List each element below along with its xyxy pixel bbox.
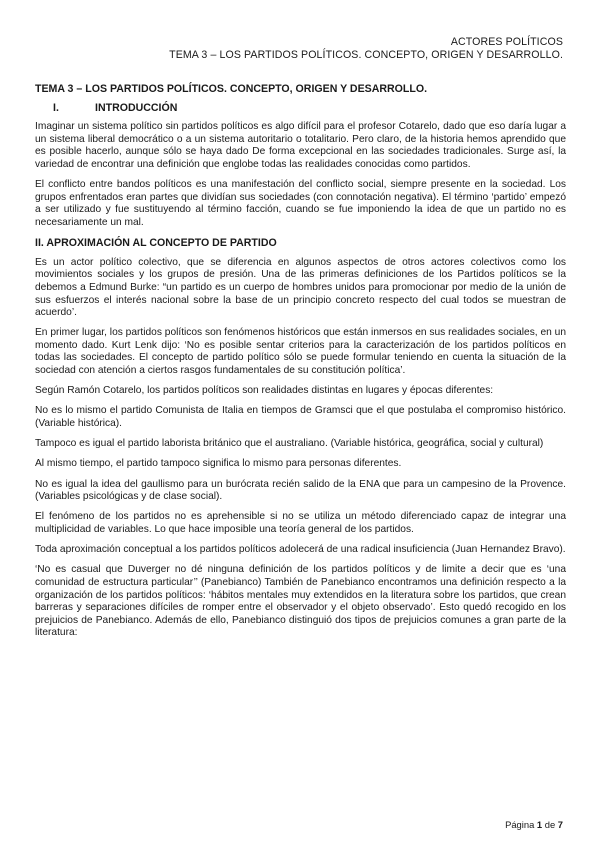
- paragraph: Toda aproximación conceptual a los partidos políticos adolecerá de una radical insuficiencia (Juan Hernandez Bravo).: [35, 544, 566, 556]
- page-number: 1: [536, 819, 543, 830]
- paragraph: En primer lugar, los partidos políticos son fenómenos históricos que están inmersos en sus realidades sociales, en un momento dado. Kurt Lenk dijo: ‘No es posible sentar criterios para la caracterización de los partidos políticos en todas las sociedades. El concepto de partido político sólo se puede formular teniendo en cuenta la situación de la sociedad con atención a ciertos rasgos fundamentales de su constitución política’.: [35, 327, 566, 377]
- paragraph: No es igual la idea del gaullismo para un burócrata recién salido de la ENA que para un campesino de la Provence. (Variables psicológicas y de clase social).: [35, 478, 566, 503]
- paragraph: Es un actor político colectivo, que se diferencia en algunos aspectos de otros actores colectivos como los movimientos sociales y los grupos de presión. Una de las primeras definiciones de los Partidos políticos se la debemos a Edmund Burke: “un partido es un cuerpo de hombres unidos para promocionar por medio de la unión de sus esfuerzos el interés nacional sobre la base de un principio concreto respecto del cual todos se muestran de acuerdo’.: [35, 256, 566, 319]
- section-heading-aproximacion: II. APROXIMACIÓN AL CONCEPTO DE PARTIDO: [35, 237, 277, 250]
- paragraph: El fenómeno de los partidos no es aprehensible si no se utiliza un método diferenciado capaz de integrar una multiplicidad de variables. Lo que hace imposible una teoría general de los partidos.: [35, 511, 566, 535]
- page-total: 7: [557, 819, 563, 830]
- section-heading-introduccion: [35, 102, 566, 115]
- paragraph: ‘No es casual que Duverger no dé ninguna definición de los partidos políticos y de limite a decir que es ‘una comunidad de estructura particular’’ (Panebianco) También de Panebianco encontramos una definición respecto a la organización de los partidos políticos: ‘hábitos mentales muy extendidos en la literatura sobre los partidos, que crean barreras y separaciones difíciles de romper entre el observador y el objeto observado’. Esto quedó recogido en los prejuicios de Panebianco. Además de ello, Panebianco distinguió dos tipos de prejuicios comunes a gran parte de la literatura:: [35, 564, 566, 639]
- page-word: Página: [505, 819, 535, 830]
- paragraph: El conflicto entre bandos políticos es una manifestación del conflicto social, siempre presente en la sociedad. Los grupos enfrentados eran partes que dividían sus sociedades (con connotación negativa). El término ‘partido’ empezó a ser utilizado y fue sustituyendo al término facción, cuando se fue imponiendo la idea de que un partido no es necesariamente un mal.: [35, 179, 566, 228]
- paragraph: Tampoco es igual el partido laborista británico que el australiano. (Variable histórica, geográfica, social y cultural): [35, 438, 544, 450]
- page-header: [169, 36, 563, 62]
- paragraph: Imaginar un sistema político sin partidos políticos es algo difícil para el profesor Cotarelo, dado que eso daría lugar a un sistema liberal democrático o a un sistema autoritario o totalitario. Pero claro, de la historia hemos aprendido que es posible hacerlo, aunque sólo se haya dado De forma excepcional en las sociedades tradicionales. Surge así, la variedad de encontrar una definición que englobe todas las realidades conocidas como partidos.: [35, 121, 566, 170]
- paragraph: Al mismo tiempo, el partido tampoco significa lo mismo para personas diferentes.: [35, 458, 402, 470]
- header-topic: TEMA 3 – LOS PARTIDOS POLÍTICOS. CONCEPTO, ORIGEN Y DESARROLLO.: [169, 49, 563, 61]
- header-course: ACTORES POLÍTICOS: [450, 36, 563, 48]
- page-footer: [505, 819, 563, 830]
- paragraph: Según Ramón Cotarelo, los partidos políticos son realidades distintas en lugares y épocas diferentes:: [35, 385, 494, 397]
- section-number: I.: [53, 101, 59, 114]
- document-title: TEMA 3 – LOS PARTIDOS POLÍTICOS. CONCEPTO, ORIGEN Y DESARROLLO.: [35, 83, 428, 95]
- document-body: [35, 83, 566, 648]
- section-label: INTRODUCCIÓN: [95, 101, 178, 114]
- of-word: de: [544, 819, 556, 830]
- paragraph: No es lo mismo el partido Comunista de Italia en tiempos de Gramsci que el que postulaba el compromiso histórico. (Variable histórica).: [35, 405, 566, 430]
